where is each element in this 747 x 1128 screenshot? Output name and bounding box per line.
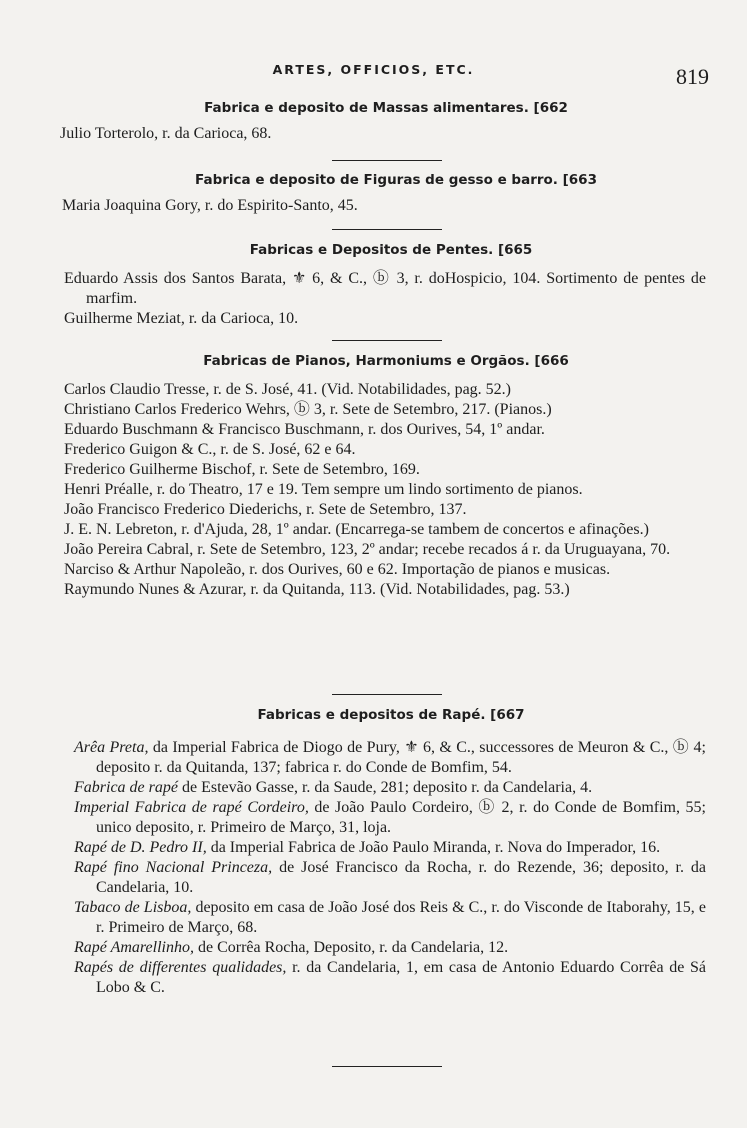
running-head: ARTES, OFFICIOS, ETC. xyxy=(272,62,475,77)
section-pianos xyxy=(66,351,706,600)
list-item: Narciso & Arthur Napoleão, r. dos Ourives, 60 e 62. Importação de pianos e musicas. xyxy=(64,561,611,578)
entry-text: da Imperial Fabrica de Diogo de Pury, ⚜ 6, & C., successores de Meuron & C., ⓑ 4; deposito r. da Quitanda, 137; fabrica r. do Conde de Bomfim, 54. xyxy=(96,739,706,776)
entry-text: deposito em casa de João José dos Reis & C., r. do Visconde de Itaborahy, 15, e r. Primeiro de Março, 68. xyxy=(96,899,706,936)
list-item: João Pereira Cabral, r. Sete de Setembro, 123, 2º andar; recebe recados á r. da Uruguayana, 70. xyxy=(64,541,671,558)
list-item: Frederico Guilherme Bischof, r. Sete de Setembro, 169. xyxy=(64,461,420,478)
list-item xyxy=(74,938,706,958)
entry-title: Tabaco de Lisboa, xyxy=(74,899,192,916)
list-item xyxy=(74,958,706,998)
entry-text: da Imperial Fabrica de João Paulo Miranda, r. Nova do Imperador, 16. xyxy=(206,839,661,856)
entry-text: de Estevão Gasse, r. da Saude, 281; deposito r. da Candelaria, 4. xyxy=(177,779,593,796)
section-title: Fabrica e deposito de Figuras de gesso e barro. [663 xyxy=(195,172,597,188)
list-item: Frederico Guigon & C., r. de S. José, 62 e 64. xyxy=(64,441,356,458)
section-massas-alimentares xyxy=(60,98,706,144)
list-item xyxy=(74,778,706,798)
entry-text: r. da Candelaria, 1, em casa de Antonio Eduardo Corrêa de Sá Lobo & C. xyxy=(96,959,707,996)
section-divider xyxy=(332,160,442,161)
section-divider xyxy=(332,340,442,341)
section-divider xyxy=(332,229,442,230)
section-figuras-gesso xyxy=(62,170,706,216)
entry-title: Rapés de differentes qualidades, xyxy=(74,959,287,976)
list-item: Eduardo Assis dos Santos Barata, ⚜ 6, & C., ⓑ 3, r. doHospicio, 104. Sortimento de pentes de marfim. xyxy=(64,270,706,307)
entry-title: Fabrica de rapé xyxy=(74,779,178,796)
list-item: Raymundo Nunes & Azurar, r. da Quitanda, 113. (Vid. Notabilidades, pag. 53.) xyxy=(64,581,570,598)
entry-title: Rapé fino Nacional Princeza, xyxy=(74,859,273,876)
list-item xyxy=(74,798,706,838)
list-item: Julio Torterolo, r. da Carioca, 68. xyxy=(60,125,272,142)
list-item: Christiano Carlos Frederico Wehrs, ⓑ 3, r. Sete de Setembro, 217. (Pianos.) xyxy=(64,401,552,418)
section-title: Fabricas de Pianos, Harmoniums e Orgãos. [666 xyxy=(203,353,569,369)
entry-text: de José Francisco da Rocha, r. do Rezende, 36; deposito, r. da Candelaria, 10. xyxy=(96,859,706,896)
list-item xyxy=(74,738,706,778)
list-item: Eduardo Buschmann & Francisco Buschmann, r. dos Ourives, 54, 1º andar. xyxy=(64,421,545,438)
entry-text: de João Paulo Cordeiro, ⓑ 2, r. do Conde de Bomfim, 55; unico deposito, r. Primeiro de Março, 31, loja. xyxy=(96,799,707,836)
section-rape xyxy=(66,705,706,998)
entry-title: Imperial Fabrica de rapé Cordeiro, xyxy=(74,799,309,816)
list-item: Henri Préalle, r. do Theatro, 17 e 19. Tem sempre um lindo sortimento de pianos. xyxy=(64,481,583,498)
list-item: Carlos Claudio Tresse, r. de S. José, 41. (Vid. Notabilidades, pag. 52.) xyxy=(64,381,512,398)
entry-text: de Corrêa Rocha, Deposito, r. da Candelaria, 12. xyxy=(193,939,509,956)
list-item: Guilherme Meziat, r. da Carioca, 10. xyxy=(64,310,299,327)
entry-title: Rapé de D. Pedro II, xyxy=(74,839,207,856)
entry-title: Arêa Preta, xyxy=(74,739,149,756)
list-item: João Francisco Frederico Diederichs, r. Sete de Setembro, 137. xyxy=(64,501,467,518)
entry-title: Rapé Amarellinho, xyxy=(74,939,194,956)
page-number: 819 xyxy=(676,64,709,89)
list-item: Maria Joaquina Gory, r. do Espirito-Santo, 45. xyxy=(62,197,358,214)
section-title: Fabricas e Depositos de Pentes. [665 xyxy=(249,242,533,258)
section-divider xyxy=(332,694,442,695)
list-item xyxy=(74,898,706,938)
section-title: Fabricas e depositos de Rapé. [667 xyxy=(257,707,525,723)
section-pentes xyxy=(66,240,706,329)
list-item: J. E. N. Lebreton, r. d'Ajuda, 28, 1º andar. (Encarrega-se tambem de concertos e afinações.) xyxy=(64,521,649,538)
list-item xyxy=(74,838,706,858)
section-title: Fabrica e deposito de Massas alimentares. [662 xyxy=(204,100,568,116)
section-divider xyxy=(332,1066,442,1067)
list-item xyxy=(74,858,706,898)
